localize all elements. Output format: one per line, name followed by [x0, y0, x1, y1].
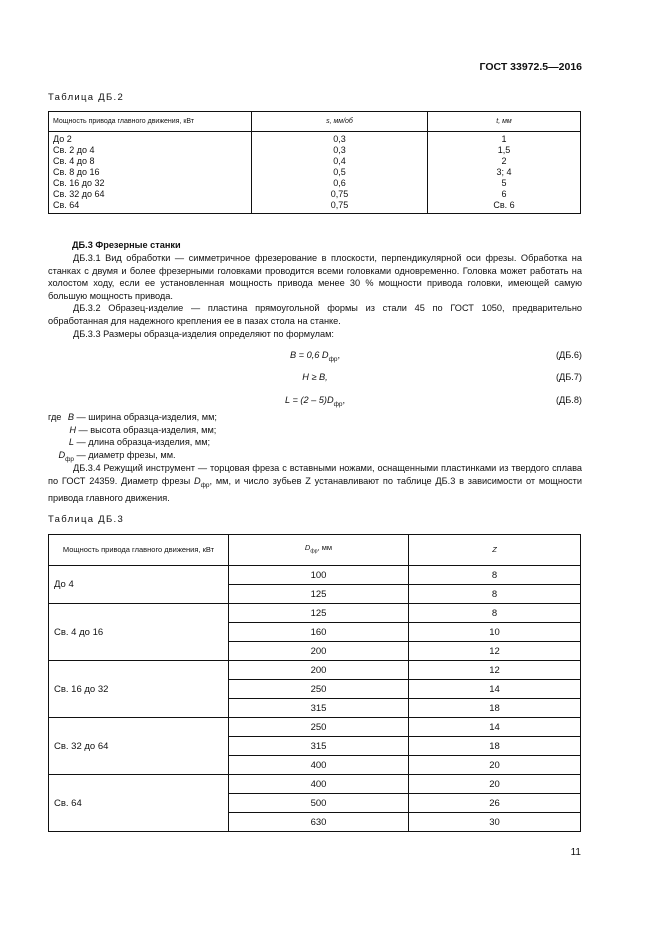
diameter-cell: 400	[229, 775, 409, 794]
formula-db6-number: (ДБ.6)	[555, 350, 582, 360]
formula-db7	[48, 372, 582, 385]
teeth-count-cell: 30	[409, 813, 581, 832]
table-cell: 0,5	[252, 167, 428, 178]
paragraph-db34-part2: , мм, и число зубьев Z устанавливают по таблице ДБ.3 в зависимости от мощности привода главного движения.	[48, 475, 582, 504]
table-row	[49, 566, 581, 585]
table-cell: Св. 16 до 32	[49, 178, 252, 189]
power-range-cell: Св. 4 до 16	[49, 604, 229, 661]
diameter-cell: 125	[229, 585, 409, 604]
diameter-cell: 250	[229, 680, 409, 699]
teeth-count-cell: 26	[409, 794, 581, 813]
formula-db8-sub: фр	[333, 400, 343, 408]
table-row	[49, 167, 581, 178]
table-row	[49, 604, 581, 623]
table-cell: До 2	[49, 132, 252, 146]
table3-header-diameter-sub: фр	[310, 548, 318, 555]
teeth-count-cell: 12	[409, 642, 581, 661]
section-body	[48, 252, 582, 340]
paragraph-db34-part1: ДБ.3.4 Режущий инструмент — торцовая фреза с вставными ножами, оснащенными пластинками из твердого сплава по ГОСТ 24359. Диаметр фрезы	[48, 463, 582, 486]
paragraph-db34-block	[48, 462, 582, 505]
table2-caption: Таблица ДБ.2	[48, 92, 125, 103]
paragraph-db34	[48, 462, 582, 505]
legend-d-sub: фр	[65, 455, 74, 463]
paragraph-db33: ДБ.3.3 Размеры образца-изделия определяют по формулам:	[73, 328, 334, 339]
table-cell: 0,3	[252, 132, 428, 146]
power-range-cell: Св. 64	[49, 775, 229, 832]
formula-db8-tail: ,	[342, 395, 346, 405]
table-cell: 0,75	[252, 189, 428, 200]
table3-caption: Таблица ДБ.3	[48, 514, 125, 525]
legend-h-text: — высота образца-изделия, мм;	[76, 424, 217, 435]
table-cell: Св. 2 до 4	[49, 145, 252, 156]
table-cell: 3; 4	[428, 167, 581, 178]
formula-db6-sub: фр	[328, 355, 338, 363]
legend-l-text: — длина образца-изделия, мм;	[74, 437, 211, 448]
power-range-cell: Св. 32 до 64	[49, 718, 229, 775]
paragraph-db31: ДБ.3.1 Вид обработки — симметричное фрезерование в плоскости, перпендикулярной оси фрезы. Обработка на станках с двумя и более фрезерными головками проводится всеми головками одновременно. Головка может работать на холостом ходу, если ее установленная мощность привода менее 30 % мощности привода головки, имеющей самую большую мощность привода.	[48, 253, 582, 301]
page-number: 11	[570, 847, 581, 858]
table-row	[49, 775, 581, 794]
table3-header-z: Z	[409, 535, 581, 566]
teeth-count-cell: 14	[409, 718, 581, 737]
table3-header-diameter-sym: D	[304, 543, 311, 553]
table-cell: Св. 6	[428, 200, 581, 214]
legend-d-text: — диаметр фрезы, мм.	[74, 449, 176, 460]
teeth-count-cell: 18	[409, 737, 581, 756]
legend-b-text: — ширина образца-изделия, мм;	[73, 412, 217, 422]
variable-legend	[48, 411, 217, 461]
teeth-count-cell: 20	[409, 775, 581, 794]
diameter-cell: 500	[229, 794, 409, 813]
table-cell: Св. 32 до 64	[49, 189, 252, 200]
legend-b-symbol: B	[67, 412, 74, 422]
legend-d-symbol: D	[58, 449, 66, 460]
diameter-cell: 315	[229, 699, 409, 718]
table-db2	[48, 111, 581, 214]
teeth-count-cell: 8	[409, 604, 581, 623]
table-row	[49, 661, 581, 680]
document-header: ГОСТ 33972.5—2016	[479, 61, 582, 73]
legend-h-symbol: H	[69, 424, 76, 435]
table3-body	[49, 566, 581, 832]
table-cell: 1,5	[428, 145, 581, 156]
table-row	[49, 178, 581, 189]
diameter-cell: 250	[229, 718, 409, 737]
diameter-cell: 100	[229, 566, 409, 585]
table2-body	[49, 132, 581, 214]
teeth-count-cell: 18	[409, 699, 581, 718]
formula-db8	[48, 395, 582, 408]
formula-db8-left: L = (2 – 5)	[284, 395, 327, 405]
teeth-count-cell: 8	[409, 566, 581, 585]
table-row	[49, 718, 581, 737]
table-cell: Св. 4 до 8	[49, 156, 252, 167]
table-row	[49, 132, 581, 146]
table2-header-s: s, мм/об	[252, 112, 428, 132]
formula-db8-sym: D	[326, 395, 334, 405]
formula-db6	[48, 350, 582, 363]
table-db3	[48, 534, 581, 832]
table-cell: 2	[428, 156, 581, 167]
formula-db8-number: (ДБ.8)	[555, 395, 582, 405]
diameter-cell: 200	[229, 642, 409, 661]
diameter-cell: 630	[229, 813, 409, 832]
formula-db7-text: H ≥ B,	[302, 372, 328, 382]
table-cell: 0,3	[252, 145, 428, 156]
table2-header-power: Мощность привода главного движения, кВт	[49, 112, 252, 132]
diameter-cell: 315	[229, 737, 409, 756]
table-cell: 0,75	[252, 200, 428, 214]
where-word: где	[48, 412, 62, 422]
table-cell: Св. 8 до 16	[49, 167, 252, 178]
table-row	[49, 200, 581, 214]
legend-l-symbol: L	[68, 437, 74, 448]
paragraph-db34-sym: D	[193, 475, 201, 486]
table-row	[49, 189, 581, 200]
diameter-cell: 200	[229, 661, 409, 680]
diameter-cell: 160	[229, 623, 409, 642]
table-cell: 0,4	[252, 156, 428, 167]
teeth-count-cell: 20	[409, 756, 581, 775]
formula-db7-number: (ДБ.7)	[555, 372, 582, 382]
diameter-cell: 125	[229, 604, 409, 623]
formula-db6-left: B = 0,6	[289, 350, 322, 360]
power-range-cell: До 4	[49, 566, 229, 604]
table3-header-power: Мощность привода главного движения, кВт	[49, 535, 229, 566]
teeth-count-cell: 10	[409, 623, 581, 642]
formula-db6-sym: D	[321, 350, 329, 360]
formula-db6-tail: ,	[337, 350, 341, 360]
diameter-cell: 400	[229, 756, 409, 775]
paragraph-db34-sub: фр	[200, 481, 210, 489]
table-cell: 5	[428, 178, 581, 189]
teeth-count-cell: 14	[409, 680, 581, 699]
table-cell: 0,6	[252, 178, 428, 189]
teeth-count-cell: 12	[409, 661, 581, 680]
table-cell: 1	[428, 132, 581, 146]
table-cell: 6	[428, 189, 581, 200]
teeth-count-cell: 8	[409, 585, 581, 604]
table3-header-diameter-tail: , мм	[317, 543, 333, 553]
section-title: ДБ.3 Фрезерные станки	[72, 240, 181, 250]
table2-header-t: t, мм	[428, 112, 581, 132]
table-row	[49, 156, 581, 167]
paragraph-db32: ДБ.3.2 Образец-изделие — пластина прямоугольной формы из стали 45 по ГОСТ 1050, предварительно обработанная для надежного крепления ее в пазах стола на станке.	[48, 303, 582, 326]
table-row	[49, 145, 581, 156]
power-range-cell: Св. 16 до 32	[49, 661, 229, 718]
table-cell: Св. 64	[49, 200, 252, 214]
table3-header-diameter	[229, 535, 409, 566]
